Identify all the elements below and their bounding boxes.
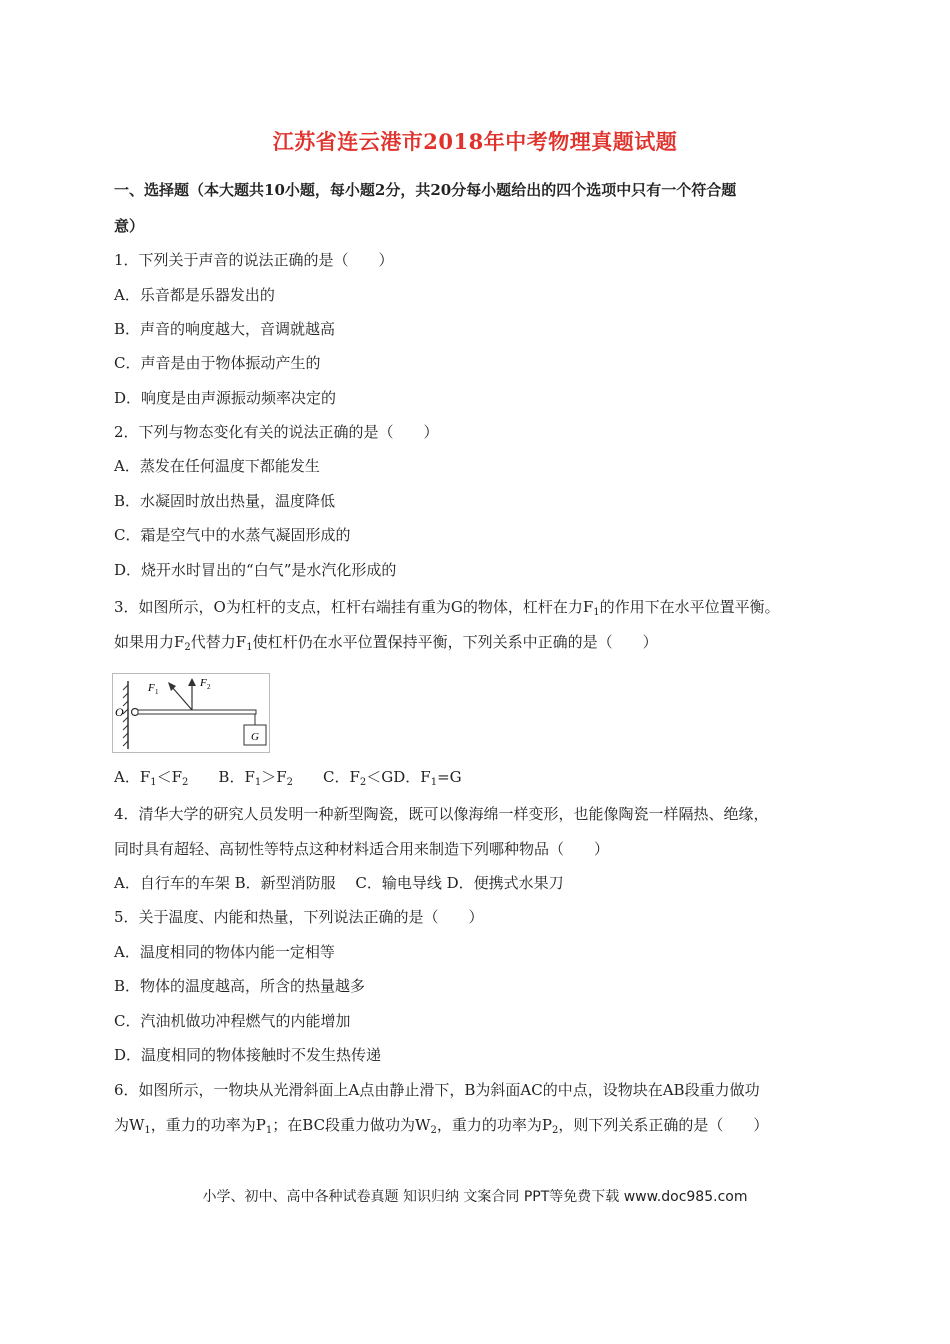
q4-stem-line2: 同时具有超轻、高韧性等特点这种材料适合用来制造下列哪种物品（ ） <box>114 840 610 858</box>
q6-stem-line1: 6．如图所示，一物块从光滑斜面上A点由静止滑下，B为斜面AC的中点，设物块在AB段重力做功 <box>114 1081 760 1099</box>
section-heading-line1: 一、选择题（本大题共10小题，每小题2分，共20分每小题给出的四个选项中只有一个符合题 <box>114 181 737 199</box>
q3-option-b <box>218 768 293 786</box>
subscript: 2 <box>359 777 367 788</box>
label-o: O <box>115 705 124 719</box>
text: ，重力的功率为P <box>436 1116 552 1134</box>
q5-option-c: C．汽油机做功冲程燃气的内能增加 <box>114 1012 351 1030</box>
label-f2: F <box>200 677 207 689</box>
subscript: 1 <box>246 642 253 653</box>
q3-option-d <box>393 768 461 786</box>
q3-stem-line2 <box>114 632 658 658</box>
label-f1-sub: 1 <box>155 688 159 696</box>
subscript: 1 <box>430 777 438 788</box>
subscript: 2 <box>184 642 191 653</box>
label-f1: F <box>148 682 155 694</box>
text: ＞F <box>261 768 287 786</box>
q4-options: A．自行车的车架 B．新型消防服 C．输电导线 D．便携式水果刀 <box>114 874 564 892</box>
subscript: 2 <box>430 1125 437 1136</box>
q3-options <box>114 767 462 793</box>
subscript: 1 <box>254 777 262 788</box>
lever-bar <box>138 710 256 714</box>
q5-stem: 5．关于温度、内能和热量，下列说法正确的是（ ） <box>114 908 484 926</box>
pivot-circle <box>132 709 139 716</box>
subscript: 1 <box>150 777 157 788</box>
text: ，则下列关系正确的是（ ） <box>558 1116 769 1134</box>
text: 代替力F <box>190 633 247 651</box>
q1-option-a: A．乐音都是乐器发出的 <box>114 286 275 304</box>
section-heading-line2: 意） <box>114 217 145 235</box>
q1-option-c: C．声音是由于物体振动产生的 <box>114 354 321 372</box>
text: =G <box>437 768 462 786</box>
text: 的作用下在水平位置平衡。 <box>599 598 780 616</box>
text: 为W <box>114 1116 145 1134</box>
q3-stem-line1 <box>114 597 780 623</box>
q1-option-d: D．响度是由声源振动频率决定的 <box>114 389 337 407</box>
text: 如果用力F <box>114 633 185 651</box>
q3-option-a <box>114 768 188 786</box>
subscript: 2 <box>551 1125 559 1136</box>
q3-option-c <box>323 768 393 786</box>
subscript: 1 <box>265 1125 273 1136</box>
q1-option-b: B．声音的响度越大，音调就越高 <box>114 320 336 338</box>
label-f2-sub: 2 <box>207 683 211 691</box>
q5-option-d: D．温度相同的物体接触时不发生热传递 <box>114 1046 382 1064</box>
text: C．F <box>323 768 360 786</box>
subscript: 2 <box>182 777 189 788</box>
text: ＜G <box>366 768 394 786</box>
subscript: 1 <box>144 1125 151 1136</box>
q2-option-b: B．水凝固时放出热量，温度降低 <box>114 492 336 510</box>
label-g: G <box>251 731 259 743</box>
text: D．F <box>393 768 431 786</box>
q4-stem-line1: 4．清华大学的研究人员发明一种新型陶瓷，既可以像海绵一样变形，也能像陶瓷一样隔热、绝缘， <box>114 805 769 823</box>
q6-stem-line2 <box>114 1115 768 1141</box>
q5-option-a: A．温度相同的物体内能一定相等 <box>114 943 335 961</box>
q2-option-d: D．烧开水时冒出的“白气”是水汽化形成的 <box>114 561 397 579</box>
q2-option-a: A．蒸发在任何温度下都能发生 <box>114 457 320 475</box>
text: A．F <box>114 768 151 786</box>
text: 使杠杆仍在水平位置保持平衡，下列关系中正确的是（ ） <box>252 633 658 651</box>
text: ＜F <box>156 768 183 786</box>
q1-stem: 1．下列关于声音的说法正确的是（ ） <box>114 251 394 269</box>
page-footer: 小学、初中、高中各种试卷真题 知识归纳 文案合同 PPT等免费下载 www.doc985.com <box>202 1189 748 1205</box>
q2-option-c: C．霜是空气中的水蒸气凝固形成的 <box>114 526 351 544</box>
page-title: 江苏省连云港市2018年中考物理真题试题 <box>272 129 678 154</box>
q5-option-b: B．物体的温度越高，所含的热量越多 <box>114 977 366 995</box>
text: ；在BC段重力做功为W <box>272 1116 431 1134</box>
subscript: 1 <box>593 607 600 618</box>
subscript: 2 <box>286 777 294 788</box>
lever-diagram <box>112 673 270 753</box>
text: 3．如图所示，O为杠杆的支点，杠杆右端挂有重为G的物体，杠杆在力F <box>114 598 594 616</box>
q2-stem: 2．下列与物态变化有关的说法正确的是（ ） <box>114 423 439 441</box>
text: B．F <box>218 768 255 786</box>
text: ，重力的功率为P <box>150 1116 266 1134</box>
